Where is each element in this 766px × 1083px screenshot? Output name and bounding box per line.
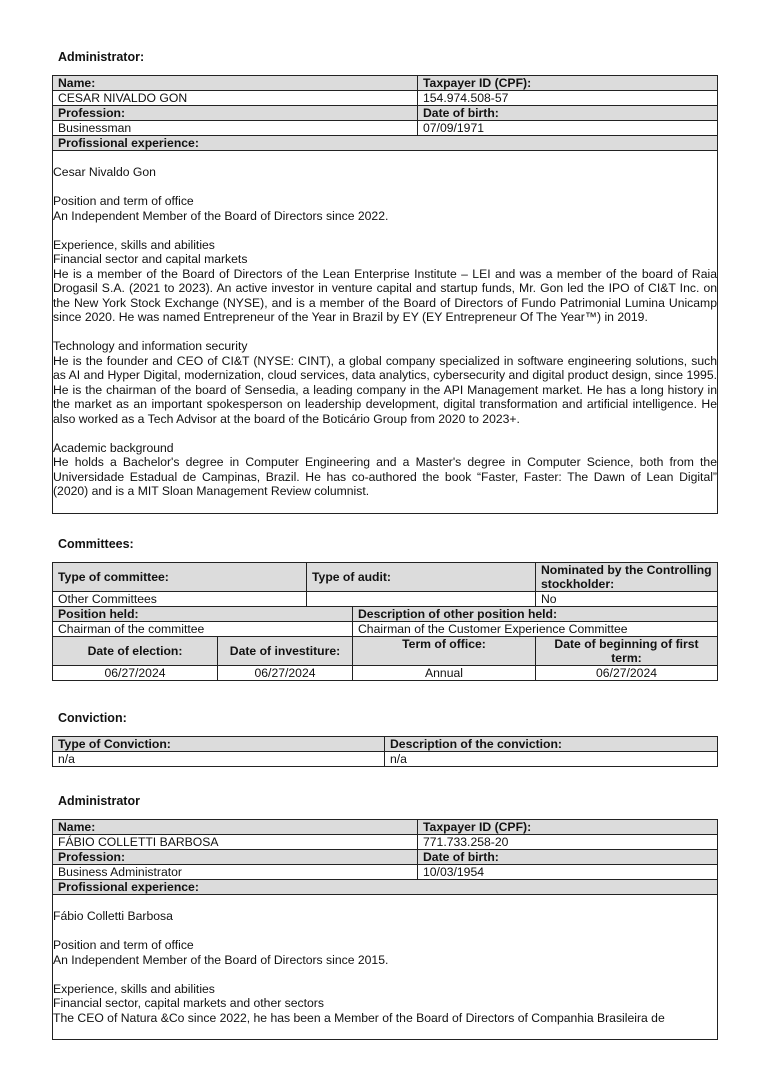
conviction-type-value: n/a xyxy=(53,752,385,767)
election-label: Date of election: xyxy=(53,637,218,666)
conviction-desc-label: Description of the conviction: xyxy=(385,737,718,752)
experience-paragraph: Position and term of office An Independent Member of the Board of Directors since 2022. xyxy=(53,194,389,223)
experience-paragraph: Experience, skills and abilities Financial sector and capital markets He is a member of the Board of Directors of the Lean Enterprise Institute – LEI and was a member of the board of Raia Drogasil S.A. (2021 to 2023). An active investor in venture capital and startup funds, Mr. Gon led the IPO of CI&T Inc. on the New York Stock Exchange (NYSE), and is a member of the Board of Directors of Fundo Patrimonial Lumina Unicamp since 2020. He was named Entrepreneur of the Year in Brazil by EY (EY Entrepreneur Of The Year™) in 2019. xyxy=(53,237,717,324)
section-title-committees: Committees: xyxy=(58,537,134,551)
cpf-label: Taxpayer ID (CPF): xyxy=(418,76,718,91)
position-value: Chairman of the committee xyxy=(53,622,353,637)
experience-paragraph: Technology and information security He is the founder and CEO of CI&T (NYSE: CINT), a global company specialized in software engineering solutions, such as AI and Hyper Digital, modernization, cloud services, data analytics, cybersecurity and digital product design, since 1995. He is the chairman of the board of Sensedia, a leading company in the API Management market. He has a long history in the market as an important spokesperson on leadership development, digital transformation and artificial intelligence. He also worked as a Tech Advisor at the board of the Boticário Group from 2020 to 2023+. xyxy=(53,339,717,426)
investiture-value: 06/27/2024 xyxy=(218,666,353,681)
experience-paragraph: Academic background He holds a Bachelor's degree in Computer Engineering and a Master's degree in Computer Science, both from the Universidade Estadual de Campinas, Brazil. He has co-authored the book “Faster, Faster: The Dawn of Lean Digital” (2020) and is a MIT Sloan Management Review columnist. xyxy=(53,440,717,498)
administrator-table xyxy=(52,75,718,514)
other-position-label: Description of other position held: xyxy=(353,607,718,622)
conviction-table xyxy=(52,736,718,767)
administrator-table-2 xyxy=(52,819,718,1040)
committees-table xyxy=(52,562,718,681)
cpf-value: 154.974.508-57 xyxy=(418,91,718,106)
nominated-label: Nominated by the Controlling stockholder: xyxy=(536,563,718,592)
first-term-label: Date of beginning of first term: xyxy=(536,637,718,666)
experience-paragraph: Fábio Colletti Barbosa xyxy=(53,909,173,923)
nominated-value: No xyxy=(536,592,718,607)
conviction-desc-value: n/a xyxy=(385,752,718,767)
name-label: Name: xyxy=(53,76,418,91)
audit-type-label: Type of audit: xyxy=(307,563,536,592)
position-label: Position held: xyxy=(53,607,353,622)
other-position-value: Chairman of the Customer Experience Committee xyxy=(353,622,718,637)
audit-type-value xyxy=(307,592,536,607)
experience-label: Profissional experience: xyxy=(53,136,718,151)
profession-value: Business Administrator xyxy=(53,865,418,880)
experience-text xyxy=(53,151,718,514)
conviction-type-label: Type of Conviction: xyxy=(53,737,385,752)
investiture-label: Date of investiture: xyxy=(218,637,353,666)
dob-label: Date of birth: xyxy=(418,106,718,121)
name-value: CESAR NIVALDO GON xyxy=(53,91,418,106)
dob-label: Date of birth: xyxy=(418,850,718,865)
section-title-conviction: Conviction: xyxy=(58,711,127,725)
section-title-administrator: Administrator: xyxy=(58,50,145,64)
experience-label: Profissional experience: xyxy=(53,880,718,895)
dob-value: 10/03/1954 xyxy=(418,865,718,880)
term-value: Annual xyxy=(353,666,536,681)
election-value: 06/27/2024 xyxy=(53,666,218,681)
section-title-administrator-2: Administrator xyxy=(58,794,140,808)
experience-paragraph: Position and term of office An Independent Member of the Board of Directors since 2015. xyxy=(53,938,389,967)
dob-value: 07/09/1971 xyxy=(418,121,718,136)
name-label: Name: xyxy=(53,820,418,835)
name-value: FÁBIO COLLETTI BARBOSA xyxy=(53,835,418,850)
profession-value: Businessman xyxy=(53,121,418,136)
first-term-value: 06/27/2024 xyxy=(536,666,718,681)
committee-type-value: Other Committees xyxy=(53,592,307,607)
experience-paragraph: Cesar Nivaldo Gon xyxy=(53,165,156,179)
committee-type-label: Type of committee: xyxy=(53,563,307,592)
cpf-value: 771.733.258-20 xyxy=(418,835,718,850)
profession-label: Profession: xyxy=(53,850,418,865)
cpf-label: Taxpayer ID (CPF): xyxy=(418,820,718,835)
term-label: Term of office: xyxy=(353,637,536,666)
experience-text xyxy=(53,895,718,1040)
profession-label: Profession: xyxy=(53,106,418,121)
experience-paragraph: Experience, skills and abilities Financial sector, capital markets and other sectors The CEO of Natura &Co since 2022, he has been a Member of the Board of Directors of Companhia Brasileira de xyxy=(53,981,665,1025)
